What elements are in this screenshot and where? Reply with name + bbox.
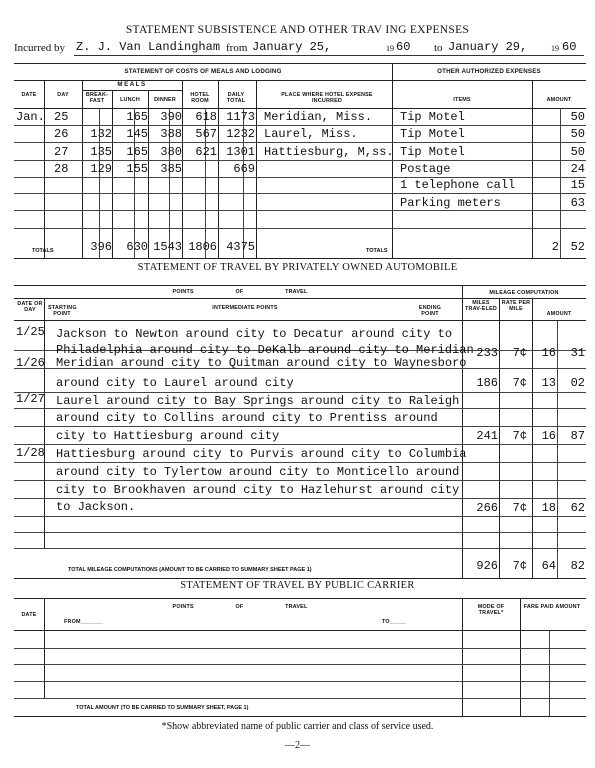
meal-dinner: 390 xyxy=(160,110,182,124)
expense-amount: 50 xyxy=(570,145,585,159)
travel-cents: 31 xyxy=(570,346,585,360)
col-date: DATE xyxy=(21,92,37,98)
meal-dinner: 385 xyxy=(160,162,182,176)
meal-day: 27 xyxy=(54,145,69,159)
meal-dinner: 388 xyxy=(160,127,182,141)
points-of-travel-label: POINTS OF TRAVEL xyxy=(172,289,308,295)
to-year-prefix: 19 xyxy=(551,44,559,53)
col-starting-point: STARTING POINT xyxy=(48,305,77,317)
incurred-by-name: Z. J. Van Landingham xyxy=(76,40,221,54)
col-daily: DAILY TOTAL xyxy=(226,92,246,104)
travel-dollars: 18 xyxy=(541,501,556,515)
meal-lunch: 145 xyxy=(126,127,148,141)
col-auto-amount: AMOUNT xyxy=(546,311,572,317)
travel-miles: 266 xyxy=(476,501,498,515)
travel-rate: 7¢ xyxy=(512,501,527,515)
total-hotel: 1806 xyxy=(188,240,217,254)
from-date: January 25, xyxy=(252,40,332,54)
meal-daily-total: 1301 xyxy=(226,145,255,159)
meals-group-label: MEALS xyxy=(117,81,147,88)
to-year: 60 xyxy=(562,40,577,54)
travel-rate: 7¢ xyxy=(512,429,527,443)
public-from-label: FROM_______ xyxy=(64,619,104,625)
col-items: ITEMS xyxy=(453,97,471,103)
total-auto-cents: 82 xyxy=(570,559,585,573)
to-label-text: TO xyxy=(382,619,390,625)
meal-hotel: 567 xyxy=(195,127,217,141)
incurred-underline xyxy=(74,55,584,56)
expense-amount: 63 xyxy=(570,196,585,210)
col-miles-traveled: MILES TRAV-ELED xyxy=(465,300,497,312)
public-col-mode: MODE OF TRAVEL* xyxy=(477,604,505,616)
travel-route: around city to Tylertow around city to Monticello around xyxy=(56,465,460,479)
total-lunch: 630 xyxy=(126,240,148,254)
form-title: STATEMENT SUBSISTENCE AND OTHER TRAV ING EXPENSES xyxy=(125,24,470,36)
meal-breakfast: 129 xyxy=(90,162,112,176)
travel-date: 1/26 xyxy=(16,356,45,370)
meal-date: Jan. xyxy=(16,110,45,124)
from-label-text: FROM xyxy=(64,619,81,625)
to-label: to xyxy=(434,42,443,54)
meal-place: Meridian, Miss. xyxy=(264,110,373,124)
mileage-total-label: TOTAL MILEAGE COMPUTATIONS (AMOUNT TO BE CARRIED TO SUMMARY SHEET PAGE 1) xyxy=(68,567,312,573)
col-day: DAY xyxy=(57,92,69,98)
public-carrier-title: STATEMENT OF TRAVEL BY PUBLIC CARRIER xyxy=(180,580,415,591)
other-total-dollars: 2 xyxy=(551,240,559,254)
travel-date: 1/25 xyxy=(16,325,45,339)
expense-item: Postage xyxy=(400,162,451,176)
expense-amount: 15 xyxy=(570,178,585,192)
travel-miles: 186 xyxy=(476,376,498,390)
meal-hotel: 621 xyxy=(195,145,217,159)
travel-miles: 241 xyxy=(476,429,498,443)
other-total-cents: 52 xyxy=(570,240,585,254)
col-ending-point: ENDING POINT xyxy=(418,305,442,317)
meal-place: Hattiesburg, M,ss. xyxy=(264,145,394,159)
travel-route: Laurel around city to Bay Springs around city to Raleigh xyxy=(56,394,460,408)
total-dinner: 1543 xyxy=(153,240,182,254)
travel-route: around city to Collins around city to Prentiss around xyxy=(56,411,438,425)
from-year-prefix: 19 xyxy=(386,44,394,53)
expense-item: 1 telephone call xyxy=(400,178,516,192)
total-rate: 7¢ xyxy=(512,559,527,573)
page-number: —2— xyxy=(285,740,310,751)
col-breakfast: BREAK-FAST xyxy=(85,92,109,104)
travel-cents: 62 xyxy=(570,501,585,515)
public-to-label: TO_____ xyxy=(382,619,406,625)
other-totals-label: TOTALS xyxy=(366,248,388,254)
from-label: from xyxy=(226,42,248,54)
expense-item: Parking meters xyxy=(400,196,501,210)
meal-hotel: 618 xyxy=(195,110,217,124)
to-date: January 29, xyxy=(448,40,528,54)
public-col-fare: FARE PAID AMOUNT xyxy=(523,604,581,610)
travel-miles: 233 xyxy=(476,346,498,360)
col-rate-per-mile: RATE PER MILE xyxy=(501,300,531,312)
travel-route: city to Hattiesburg around city xyxy=(56,429,280,443)
auto-travel-title: STATEMENT OF TRAVEL BY PRIVATELY OWNED AUTOMOBILE xyxy=(137,262,458,273)
travel-cents: 02 xyxy=(570,376,585,390)
travel-route: Jackson to Newton around city to Decatur around city to xyxy=(56,327,453,341)
travel-route: Hattiesburg around city to Purvis around city to Columbia xyxy=(56,447,467,461)
meal-day: 28 xyxy=(54,162,69,176)
meal-dinner: 380 xyxy=(160,145,182,159)
from-year: 60 xyxy=(396,40,411,54)
travel-dollars: 13 xyxy=(541,376,556,390)
travel-route: to Jackson. xyxy=(56,500,136,514)
meal-daily-total: 669 xyxy=(233,162,255,176)
expense-amount: 24 xyxy=(570,162,585,176)
expense-item: Tip Motel xyxy=(400,145,465,159)
col-intermediate-points: INTERMEDIATE POINTS xyxy=(212,305,278,311)
travel-date: 1/28 xyxy=(16,446,45,460)
travel-route: city to Brookhaven around city to Hazlehurst around city xyxy=(56,483,460,497)
public-col-date: DATE xyxy=(21,612,37,618)
expense-item: Tip Motel xyxy=(400,127,465,141)
travel-dollars: 16 xyxy=(541,346,556,360)
travel-route: Meridian around city to Quitman around city to Waynesboro xyxy=(56,356,467,370)
footer-note: *Show abbreviated name of public carrier and class of service used. xyxy=(161,721,434,732)
meal-day: 26 xyxy=(54,127,69,141)
col-date-or-day: DATE OR DAY xyxy=(17,301,43,313)
meal-place: Laurel, Miss. xyxy=(264,127,358,141)
public-points-label: POINTS OF TRAVEL xyxy=(172,604,308,610)
meal-day: 25 xyxy=(54,110,69,124)
meal-daily-total: 1173 xyxy=(226,110,255,124)
expense-item: Tip Motel xyxy=(400,110,465,124)
col-hotel: HOTEL ROOM xyxy=(190,92,210,104)
col-amount: AMOUNT xyxy=(546,97,572,103)
travel-rate: 7¢ xyxy=(512,346,527,360)
meal-daily-total: 1232 xyxy=(226,127,255,141)
travel-route: around city to Laurel around city xyxy=(56,376,294,390)
total-daily: 4375 xyxy=(226,240,255,254)
col-dinner: DINNER xyxy=(154,97,176,103)
col-place: PLACE WHERE HOTEL EXPENSE INCURRED xyxy=(281,92,373,104)
travel-date: 1/27 xyxy=(16,392,45,406)
meal-lunch: 155 xyxy=(126,162,148,176)
meal-lunch: 165 xyxy=(126,145,148,159)
travel-dollars: 16 xyxy=(541,429,556,443)
total-breakfast: 396 xyxy=(90,240,112,254)
public-total-label: TOTAL AMOUNT (TO BE CARRIED TO SUMMARY SHEET, PAGE 1) xyxy=(76,705,249,711)
meal-lunch: 165 xyxy=(126,110,148,124)
mileage-computation-label: MILEAGE COMPUTATION xyxy=(489,290,559,296)
meal-breakfast: 132 xyxy=(90,127,112,141)
meals-totals-label: TOTALS xyxy=(32,248,54,254)
meal-breakfast: 135 xyxy=(90,145,112,159)
total-auto-dollars: 64 xyxy=(541,559,556,573)
total-miles: 926 xyxy=(476,559,498,573)
expense-amount: 50 xyxy=(570,110,585,124)
incurred-by-label: Incurred by xyxy=(14,42,66,54)
expense-amount: 50 xyxy=(570,127,585,141)
travel-rate: 7¢ xyxy=(512,376,527,390)
other-section-title: OTHER AUTHORIZED EXPENSES xyxy=(437,68,541,75)
col-lunch: LUNCH xyxy=(120,97,140,103)
travel-cents: 87 xyxy=(570,429,585,443)
meals-section-title: STATEMENT OF COSTS OF MEALS AND LODGING xyxy=(124,68,282,75)
travel-route: Philadelphia around city to DeKalb around city to Meridian xyxy=(56,343,474,357)
